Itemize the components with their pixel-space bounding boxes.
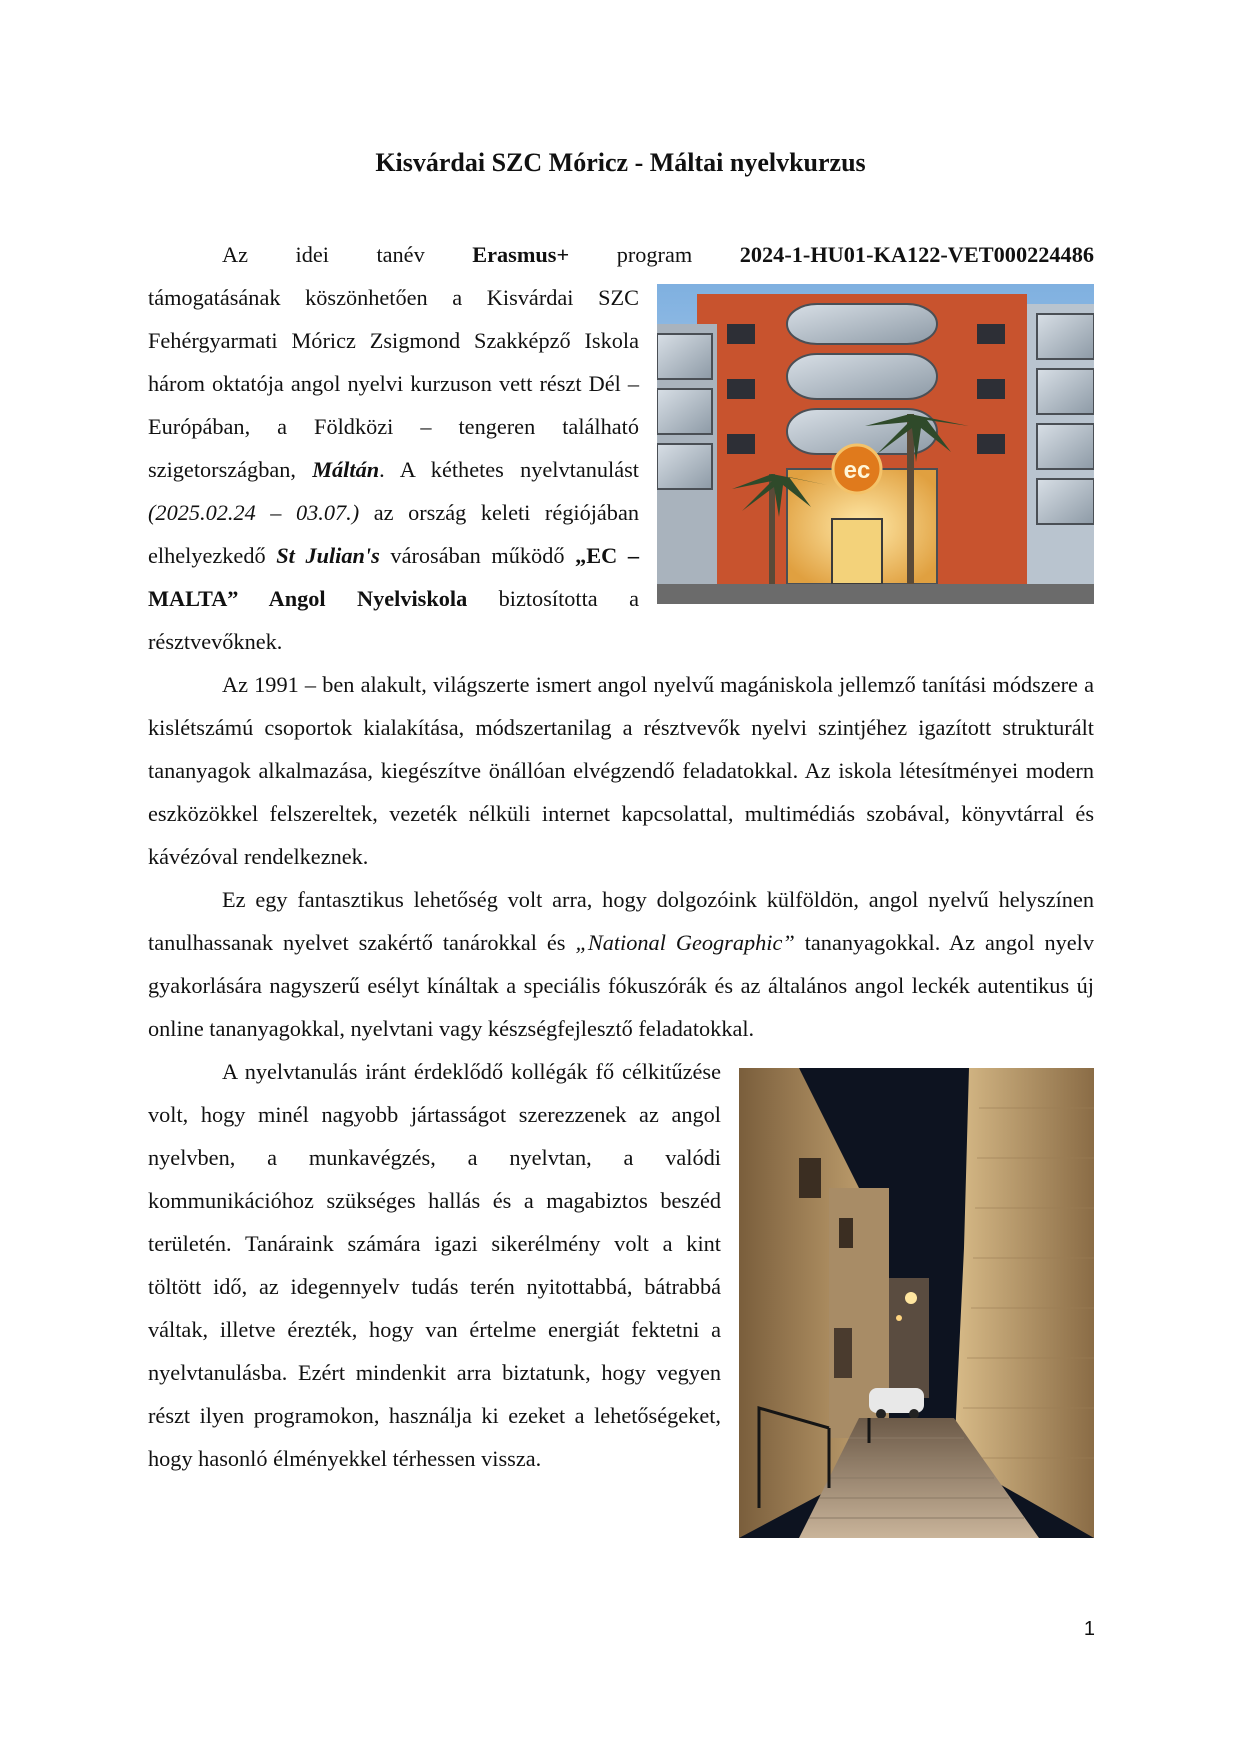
- ec-logo-text: ec: [843, 457, 871, 484]
- paragraph-3-text: Ez egy fantasztikus lehetőség volt arra, hogy dolgozóink külföldön, angol nyelvű helyszínen tanulhassanak nyelvet szakértő tanárokkal és: [148, 887, 1094, 955]
- page-title: Kisvárdai SZC Móricz - Máltai nyelvkurzus: [375, 148, 866, 177]
- word: program: [616, 242, 693, 267]
- paragraph-1-first-line: [148, 233, 1094, 276]
- street-night-photo: [739, 1068, 1094, 1538]
- paragraph-3-text: tananyagokkal. Az angol nyelv gyakorlására nagyszerű esélyt kínáltak a speciális fókuszórák és az általános angol leckék autentikus új online tananyagokkal, nyelvtani vagy készségfejlesztő feladatokkal.: [148, 930, 1095, 1041]
- page-number: 1: [1083, 1618, 1095, 1640]
- school-name: „EC – MALTA” Angol Nyelviskola: [148, 543, 639, 611]
- paragraph-3: [148, 878, 1094, 1050]
- paragraph-2: Az 1991 – ben alakult, világszerte ismert angol nyelvű magániskola jellemző tanítási módszere a kislétszámú csoportok kialakítása, módszertanilag a résztvevők nyelvi szintjéhez igazított strukturált tananyagok alkalmazása, kiegészítve önállóan elvégzendő feladatokkal. Az iskola létesítményei modern eszközökkel felszereltek, vezeték nélküli internet kapcsolattal, multimédiás szobával, könyvtárral és kávézóval rendelkeznek.: [148, 672, 1094, 869]
- city-name: St Julian's: [276, 543, 380, 568]
- school-building-photo: [657, 284, 1094, 604]
- course-dates: (2025.02.24 – 03.07.): [148, 500, 360, 525]
- malta-highlight: Máltán: [312, 457, 380, 482]
- paragraph-1-text: az ország keleti régiójában elhelyezkedő: [148, 500, 639, 568]
- word: tanév: [376, 242, 425, 267]
- paragraph-1-text: . A kéthetes nyelvtanulást: [379, 457, 639, 482]
- program-name: Erasmus+: [472, 242, 570, 267]
- paragraph-1-text: városában működő: [379, 543, 576, 568]
- project-code: 2024-1-HU01-KA122-VET000224486: [739, 242, 1094, 267]
- word: Az: [222, 242, 248, 267]
- article-body: [148, 233, 1094, 1542]
- national-geographic: „National Geographic”: [575, 930, 795, 955]
- paragraph-4: A nyelvtanulás iránt érdeklődő kollégák fő célkitűzése volt, hogy minél nagyobb jártasságot szerezzenek az angol nyelvben, a munkavégzés, a nyelvtan, a valódi kommunikációhoz szükséges hallás és a magabiztos beszéd területén. Tanáraink számára igazi sikerélmény volt a kint töltött idő, az idegennyelv tudás terén nyitottabbá, bátrabbá váltak, illetve érezték, hogy van értelme energiát fektetni a nyelvtanulásba. Ezért mindenkit arra biztatunk, hogy vegyen részt ilyen programokon, használja ki ezeket a lehetőségeket, hogy hasonló élményekkel térhessen vissza.: [148, 1059, 721, 1471]
- word: idei: [295, 242, 329, 267]
- paragraph-1-text: támogatásának köszönhetően a Kisvárdai SZC Fehérgyarmati Móricz Zsigmond Szakképző Iskola három oktatója angol nyelvi kurzuson vett részt Dél – Európában, a Földközi – tengeren található szigetországban,: [148, 285, 639, 482]
- paragraph-1-text: biztosította a résztvevőknek.: [148, 586, 639, 654]
